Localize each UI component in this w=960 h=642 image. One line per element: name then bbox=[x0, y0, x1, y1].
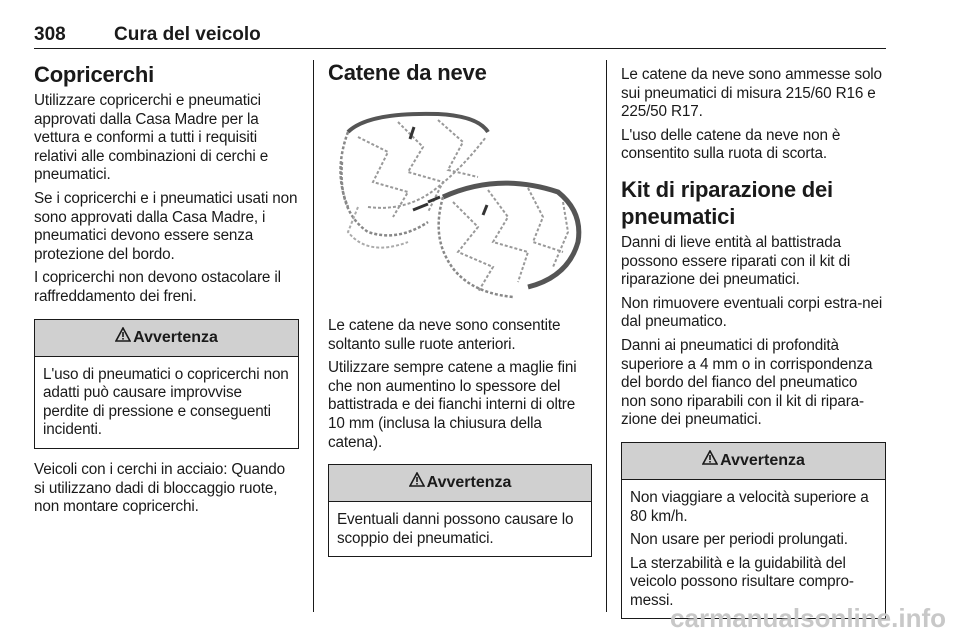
warning-box bbox=[34, 319, 299, 449]
warning-text: Eventuali danni possono causare lo scoppio dei pneumatici. bbox=[337, 511, 574, 547]
heading-copricerchi: Copricerchi bbox=[34, 62, 155, 87]
paragraph: Non rimuovere eventuali corpi estra-nei dal pneumatico. bbox=[621, 294, 883, 331]
column-middle bbox=[328, 60, 592, 569]
warning-title: Avvertenza bbox=[426, 474, 512, 492]
warning-header bbox=[35, 320, 298, 357]
warning-text: Non usare per periodi prolungati. bbox=[630, 531, 848, 549]
paragraph: Danni ai pneumatici di profondità superiore a 4 mm o in corrispondenza del bordo del fianco del pneumatico non sono riparabili con il kit di ripara-zione dei pneumatici. bbox=[621, 336, 873, 429]
paragraph: Le catene da neve sono consentite soltanto sulle ruote anteriori. bbox=[328, 317, 561, 353]
column-right bbox=[621, 66, 886, 631]
section-title: Cura del veicolo bbox=[114, 24, 261, 45]
page-number: 308 bbox=[34, 24, 66, 45]
column-divider bbox=[606, 60, 607, 612]
heading-catene-da-neve: Catene da neve bbox=[328, 60, 487, 85]
paragraph: L'uso delle catene da neve non è consentito sulla ruota di scorta. bbox=[621, 126, 841, 163]
warning-header bbox=[622, 443, 885, 480]
paragraph: I copricerchi non devono ostacolare il raffreddamento dei freni. bbox=[34, 269, 281, 305]
paragraph: Se i copricerchi e i pneumatici usati non sono approvati dalla Casa Madre, i pneumatici devono essere senza protezione del bordo. bbox=[34, 189, 298, 263]
page-header bbox=[34, 22, 886, 49]
column-divider bbox=[313, 60, 314, 612]
warning-triangle-icon bbox=[115, 320, 131, 356]
paragraph: Le catene da neve sono ammesse solo sui pneumatici di misura 215/60 R16 e 225/50 R17. bbox=[621, 66, 882, 121]
paragraph: Utilizzare sempre catene a maglie fini che non aumentino lo spessore del battistrada e dei fianchi interni di oltre 10 mm (inclusa la chiusura della catena). bbox=[328, 359, 577, 451]
watermark: carmanualsonline.info bbox=[670, 603, 946, 633]
warning-header bbox=[329, 465, 591, 502]
warning-text: La sterzabilità e la guidabilità del veicolo possono risultare compro-messi. bbox=[630, 554, 854, 609]
heading-kit-riparazione: Kit di riparazione dei pneumatici bbox=[621, 176, 833, 229]
warning-triangle-icon bbox=[409, 465, 425, 501]
column-left bbox=[34, 62, 299, 522]
warning-box bbox=[621, 442, 886, 620]
warning-text: Non viaggiare a velocità superiore a 80 km/h. bbox=[630, 488, 869, 525]
warning-text: L'uso di pneumatici o copricerchi non adatti può causare improvvise perdite di pressione e conseguenti incidenti. bbox=[43, 365, 289, 439]
warning-title: Avvertenza bbox=[720, 451, 805, 469]
paragraph: Veicoli con i cerchi in acciaio: Quando si utilizzano dadi di bloccaggio ruote, non montare copricerchi. bbox=[34, 460, 285, 516]
paragraph: Danni di lieve entità al battistrada possono essere riparati con il kit di riparazione dei pneumatici. bbox=[621, 233, 851, 289]
warning-box bbox=[328, 464, 592, 557]
warning-triangle-icon bbox=[702, 443, 718, 479]
warning-title: Avvertenza bbox=[133, 328, 218, 346]
snow-chains-illustration bbox=[328, 92, 592, 307]
paragraph: Utilizzare copricerchi e pneumatici approvati dalla Casa Madre per la vettura e conformi a tutti i requisiti relativi alle combinazioni di cerchi e pneumatici. bbox=[34, 92, 269, 184]
